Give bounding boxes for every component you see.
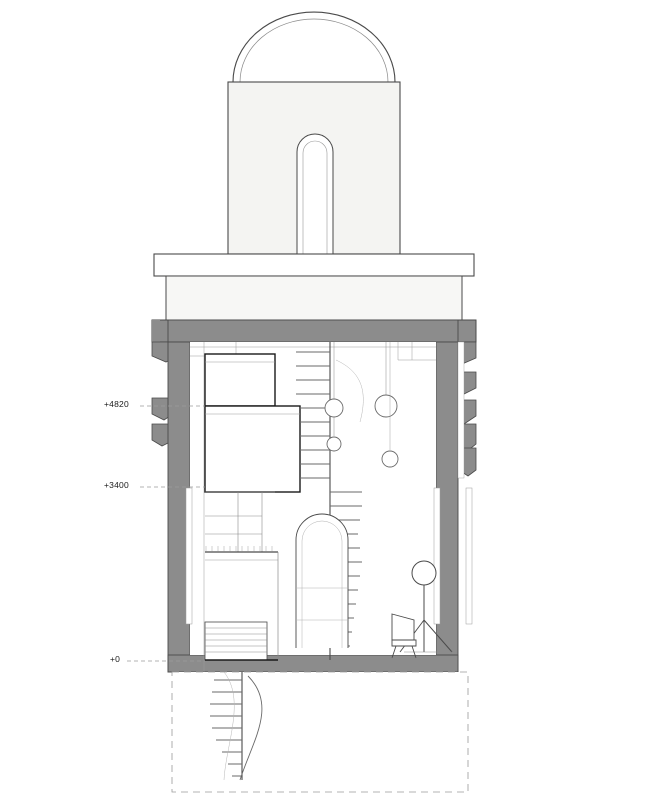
level-label-mid: +3400 <box>104 480 129 490</box>
basement-outline <box>172 672 468 792</box>
level-label-ground: +0 <box>110 654 121 664</box>
dome-cap <box>233 12 395 82</box>
stair-run <box>205 622 278 660</box>
tower-base-slab <box>154 254 474 276</box>
arched-tower-opening <box>297 134 333 254</box>
upper-volume-box <box>205 354 275 406</box>
arched-window <box>296 514 348 648</box>
bell-tower-block <box>228 82 400 254</box>
mid-volume-box <box>205 406 300 492</box>
attic-band <box>166 276 462 320</box>
level-label-upper: +4820 <box>104 399 129 409</box>
